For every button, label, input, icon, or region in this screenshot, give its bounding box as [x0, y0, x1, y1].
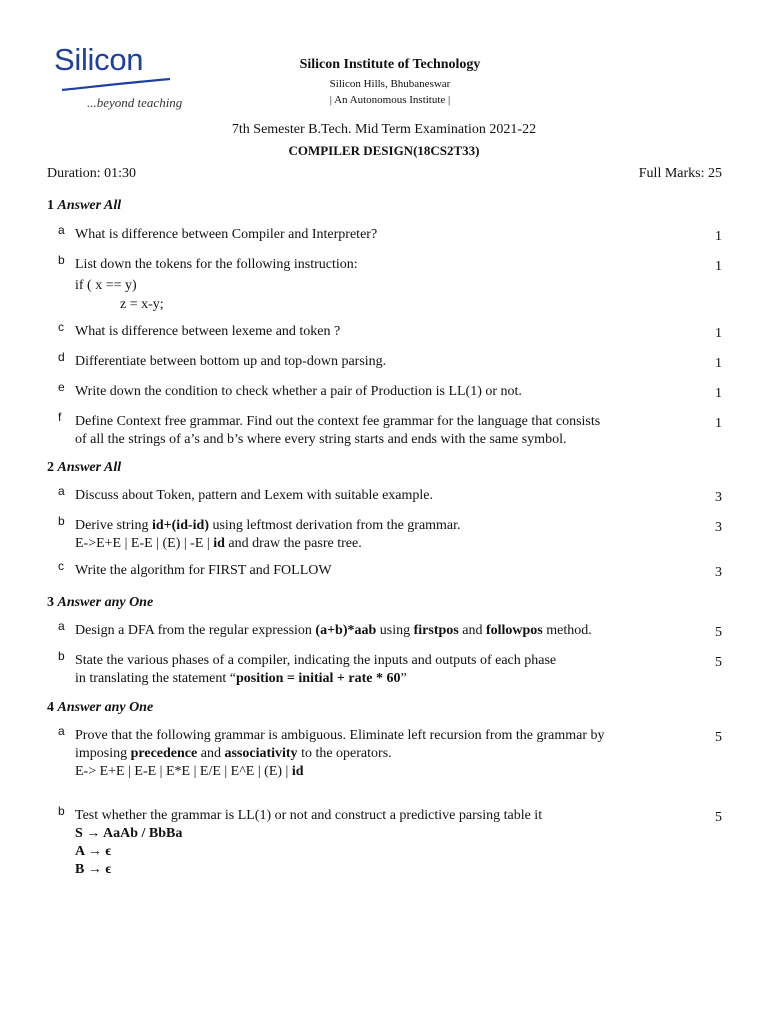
- bold-string: associativity: [224, 746, 298, 761]
- section-3-heading: [47, 595, 153, 611]
- text-part: and: [197, 746, 225, 761]
- bold-string: id: [213, 536, 225, 551]
- text-part: imposing: [75, 746, 131, 761]
- section-1-heading: [47, 198, 121, 214]
- section-number: 4: [47, 700, 54, 715]
- text-part: E-> E+E | E-E | E*E | E/E | E^E | (E) |: [75, 764, 292, 779]
- section-number: 2: [47, 460, 54, 475]
- text-part: and draw the pasre tree.: [224, 536, 362, 551]
- question-marks: 1: [715, 416, 722, 431]
- logo-wordmark: Silicon: [54, 42, 144, 77]
- bold-string: followpos: [485, 623, 543, 638]
- section-number: 3: [47, 595, 54, 610]
- grammar-line: [75, 763, 304, 780]
- question-text: What is difference between lexeme and token ?: [75, 324, 341, 339]
- question-letter: a: [58, 619, 65, 633]
- question-marks: 5: [715, 655, 722, 670]
- question-letter: b: [58, 649, 65, 663]
- question-letter: e: [58, 380, 65, 394]
- question-text: Write down the condition to check whether a pair of Production is LL(1) or not.: [75, 384, 522, 399]
- section-instruction: Answer All: [57, 460, 122, 475]
- grammar-rule: S → AaAb / BbBa: [75, 826, 183, 841]
- grammar-rule: B → ϵ: [75, 862, 112, 877]
- question-marks: 5: [715, 810, 722, 825]
- duration: Duration: 01:30: [47, 166, 137, 181]
- question-text: Define Context free grammar. Find out the context fee grammar for the language that consists: [75, 414, 601, 429]
- question-letter: a: [58, 724, 65, 738]
- question-text: [75, 517, 461, 534]
- question-letter: b: [58, 514, 65, 528]
- section-4-heading: [47, 700, 153, 716]
- bold-string: id: [291, 764, 304, 779]
- institute-name: Silicon Institute of Technology: [299, 57, 481, 72]
- question-text: [75, 622, 592, 639]
- section-instruction: Answer any One: [57, 595, 154, 610]
- section-number: 1: [47, 198, 54, 213]
- text-part: in translating the statement “: [75, 671, 236, 686]
- section-2-heading: [47, 460, 121, 476]
- question-text: Differentiate between bottom up and top-down parsing.: [75, 354, 387, 369]
- section-instruction: Answer any One: [57, 700, 154, 715]
- question-letter: f: [58, 410, 62, 424]
- question-text: Discuss about Token, pattern and Lexem with suitable example.: [75, 488, 434, 503]
- text-part: ”: [400, 671, 407, 686]
- question-text: [75, 745, 392, 762]
- question-text: State the various phases of a compiler, indicating the inputs and outputs of each phase: [75, 653, 557, 668]
- grammar-rule: A → ϵ: [75, 844, 112, 859]
- bold-string: firstpos: [413, 623, 459, 638]
- question-text: What is difference between Compiler and Interpreter?: [75, 227, 378, 242]
- question-letter: d: [58, 350, 65, 364]
- full-marks: Full Marks: 25: [638, 166, 722, 181]
- question-marks: 1: [715, 259, 722, 274]
- course-title: COMPILER DESIGN(18CS2T33): [288, 143, 480, 158]
- question-marks: 5: [715, 625, 722, 640]
- question-letter: c: [58, 559, 64, 573]
- question-text: List down the tokens for the following instruction:: [75, 257, 358, 272]
- question-text: of all the strings of a’s and b’s where every string starts and ends with the same symbol.: [75, 432, 567, 447]
- question-letter: a: [58, 223, 65, 237]
- question-marks: 3: [715, 490, 722, 505]
- text-part: to the operators.: [297, 746, 392, 761]
- question-letter: b: [58, 804, 65, 818]
- question-text: Write the algorithm for FIRST and FOLLOW: [75, 563, 332, 578]
- bold-string: id+(id-id): [151, 518, 209, 533]
- text-part: Derive string: [75, 518, 152, 533]
- question-text: Test whether the grammar is LL(1) or not and construct a predictive parsing table it: [75, 808, 543, 823]
- text-part: and: [458, 623, 486, 638]
- bold-string: precedence: [130, 746, 198, 761]
- institute-status: | An Autonomous Institute |: [329, 94, 451, 106]
- text-part: E->E+E | E-E | (E) | -E |: [75, 536, 214, 551]
- bold-string: position = initial + rate * 60: [235, 671, 401, 686]
- question-letter: b: [58, 253, 65, 267]
- section-instruction: Answer All: [57, 198, 122, 213]
- question-marks: 1: [715, 386, 722, 401]
- question-text: Prove that the following grammar is ambiguous. Eliminate left recursion from the grammar by: [75, 728, 605, 743]
- question-marks: 1: [715, 229, 722, 244]
- question-marks: 3: [715, 565, 722, 580]
- logo-tagline: ...beyond teaching: [87, 95, 183, 110]
- grammar-line: [75, 535, 362, 552]
- question-text: [75, 670, 407, 687]
- code-line: z = x-y;: [120, 297, 164, 312]
- exam-title: 7th Semester B.Tech. Mid Term Examination 2021-22: [231, 122, 537, 137]
- text-part: method.: [542, 623, 592, 638]
- bold-string: (a+b)*aab: [315, 623, 377, 638]
- question-marks: 3: [715, 520, 722, 535]
- question-letter: a: [58, 484, 65, 498]
- text-part: Design a DFA from the regular expression: [75, 623, 316, 638]
- question-letter: c: [58, 320, 64, 334]
- question-marks: 1: [715, 326, 722, 341]
- code-line: if ( x == y): [75, 278, 137, 293]
- question-marks: 1: [715, 356, 722, 371]
- question-marks: 5: [715, 730, 722, 745]
- text-part: using: [376, 623, 414, 638]
- institute-location: Silicon Hills, Bhubaneswar: [329, 78, 451, 90]
- text-part: using leftmost derivation from the grammar.: [208, 518, 461, 533]
